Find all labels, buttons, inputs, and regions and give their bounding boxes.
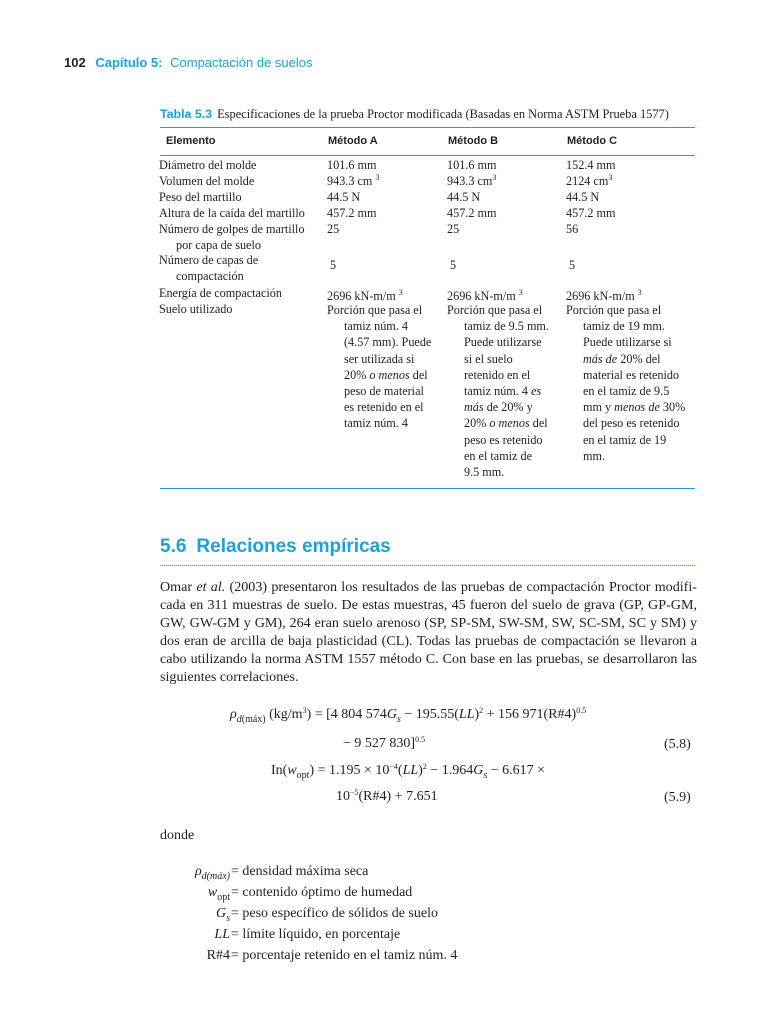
table-caption [160, 107, 700, 122]
cell-suelo-a: Porción que pasa el tamiz núm. 4 (4.57 mm). Puede ser utilizada si 20% o menos del peso de material es retenido en el tamiz núm. 4 [327, 303, 432, 431]
table-header-metodo-b: Método B [448, 135, 499, 147]
definition-text: = porcentaje retenido en el tamiz núm. 4 [231, 948, 458, 963]
body-paragraph [160, 579, 697, 686]
cell-golpes-a: 25 [327, 222, 340, 236]
chapter-label: Capítulo 5: [95, 55, 163, 70]
row-label-energia: Energía de compactación [159, 286, 282, 300]
cell-suelo-c: Porción que pasa el tamiz de 19 mm. Puede utilizarse si más de 20% del material es retenido en el tamiz de 9.5 mm y menos de 30% del peso es retenido en el tamiz de 19 mm. [566, 303, 686, 463]
cell-golpes-b: 25 [447, 222, 460, 236]
row-label-diametro: Diámetro del molde [159, 158, 257, 172]
cell-diametro-b: 101.6 mm [447, 158, 497, 172]
cell-golpes-c: 56 [566, 222, 579, 236]
equation-5-8-line2: − 9 527 830]$^{0.5}$ [343, 735, 426, 751]
cell-capas-a: 5 [330, 258, 337, 272]
equation-5-8-number: (5.8) [664, 737, 691, 752]
cell-capas-c: 5 [569, 258, 576, 272]
cell-volumen-a: 943.3 cm $^3$ [327, 173, 380, 188]
equation-5-9-number: (5.9) [664, 790, 691, 805]
definition-text: = límite líquido, en porcentaje [231, 927, 401, 942]
table-header-rule [160, 155, 695, 156]
definition-symbol: LL [214, 927, 230, 942]
section-heading [160, 536, 391, 558]
cell-energia-b: 2696 kN-m/m $^3$ [447, 288, 523, 303]
section-title: Relaciones empíricas [196, 536, 391, 557]
paragraph-line: cabo utilizando la norma ASTM 1557 método C. Con base en las pruebas, se desarrollaron las [160, 650, 697, 667]
chapter-title: Compactación de suelos [170, 55, 313, 70]
row-label-golpes: Número de golpes de martillo [159, 222, 305, 236]
definition-symbol: $w_{opt}$ [207, 885, 230, 903]
table-header-elemento: Elemento [166, 135, 216, 147]
cell-diametro-c: 152.4 mm [566, 158, 616, 172]
equation-5-9-line2: $10^{-5}(R\#4) + 7.651$ [336, 788, 438, 804]
running-head [64, 55, 312, 70]
definition-symbol: $G_s$ [215, 906, 230, 924]
row-label-capas-cont: compactación [176, 269, 244, 283]
page-number: 102 [64, 55, 86, 70]
definition-text: = peso específico de sólidos de suelo [231, 906, 438, 921]
cell-altura-a: 457.2 mm [327, 206, 377, 220]
table-header-metodo-a: Método A [328, 135, 378, 147]
paragraph-line: GW, GW-GM y GM), 264 eran suelo arenoso (SP, SP-SM, SW-SM, SW, SC-SM, SC y SM) y [160, 614, 697, 631]
cell-peso-c: 44.5 N [566, 190, 600, 204]
cell-capas-b: 5 [450, 258, 457, 272]
cell-volumen-c: 2124 $cm^3$ [566, 173, 613, 188]
table-caption-text: Especificaciones de la prueba Proctor modificada (Basadas en Norma ASTM Prueba 1577) [217, 107, 669, 121]
definition-text: = contenido óptimo de humedad [231, 885, 413, 900]
table-bottom-rule [160, 488, 695, 489]
cell-altura-b: 457.2 mm [447, 206, 497, 220]
cell-volumen-b: 943.3 $cm^3$ [447, 173, 497, 188]
definition-symbol: $\rho_{d(máx)}$ [194, 864, 230, 882]
equation-5-9-line1: $In(w_{opt}) = 1.195 \times 10^{-4}(LL)^2 - 1.964G_s - 6.617$ × [271, 762, 546, 781]
definitions-intro: donde [160, 828, 195, 843]
table-header-metodo-c: Método C [567, 135, 618, 147]
cell-energia-a: 2696 kN-m/m $^3$ [327, 288, 403, 303]
definition-text: = densidad máxima seca [231, 864, 369, 879]
cell-energia-c: 2696 kN-m/m $^3$ [566, 288, 642, 303]
row-label-altura: Altura de la caída del martillo [159, 206, 305, 220]
cell-suelo-b: Porción que pasa el tamiz de 9.5 mm. Puede utilizarse si el suelo retenido en el tamiz núm. 4 es más de 20% y 20% o menos del peso es retenido en el tamiz de 9.5 mm. [447, 303, 549, 480]
definition-symbol: R#4 [206, 948, 230, 963]
row-label-volumen: Volumen del molde [159, 174, 255, 188]
row-label-peso: Peso del martillo [159, 190, 242, 204]
cell-peso-b: 44.5 N [447, 190, 481, 204]
section-dotted-rule [160, 565, 695, 566]
equation-5-8-line1: $\rho_{d(máx)}$ $(kg/m^3) = [4$ 804 $574G_s - 195.55(LL)^2 + 156$ 971(R#4)$^{0.5}$ [230, 706, 587, 725]
cell-diametro-a: 101.6 mm [327, 158, 377, 172]
row-label-golpes-cont: por capa de suelo [176, 238, 261, 252]
table-top-rule [160, 127, 695, 128]
section-number: 5.6 [160, 536, 187, 557]
cell-altura-c: 457.2 mm [566, 206, 616, 220]
table-label: Tabla 5.3 [160, 107, 213, 121]
paragraph-line: siguientes correlaciones. [160, 668, 299, 685]
row-label-capas: Número de capas de [159, 253, 259, 267]
paragraph-line: dos eran de arcilla de baja plasticidad (CL). Todas las pruebas de compactación se llevaron a [160, 632, 697, 649]
cell-peso-a: 44.5 N [327, 190, 361, 204]
row-label-suelo: Suelo utilizado [159, 302, 233, 316]
paragraph-line: cada en 311 muestras de suelo. De estas muestras, 45 fueron del suelo de grava (GP, GP-GM, [160, 596, 697, 613]
paragraph-line: Omar et al. (2003) presentaron los resultados de las pruebas de compactación Proctor modifi- [160, 579, 697, 595]
